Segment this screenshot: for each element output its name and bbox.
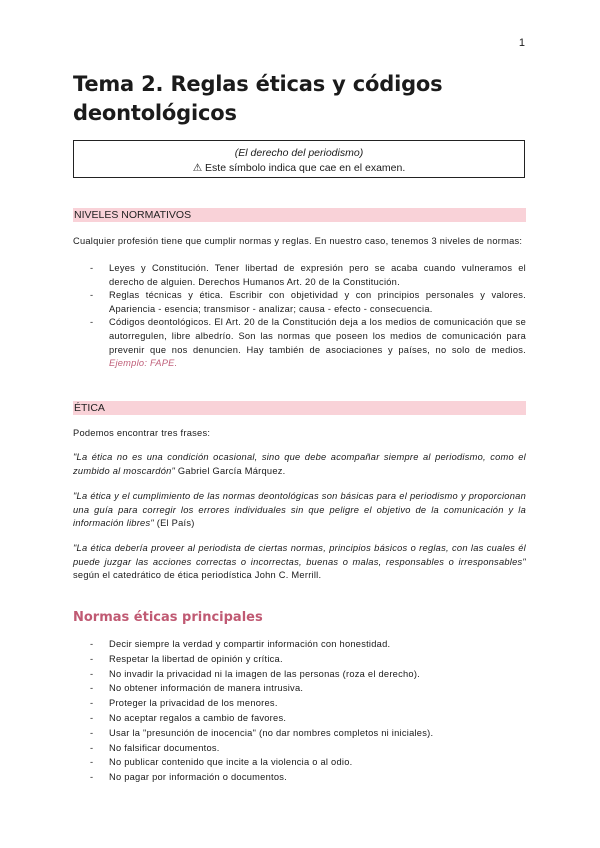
dash-bullet: - (90, 290, 94, 301)
notice-subtitle: (El derecho del periodismo) (234, 147, 364, 159)
quote-el-pais: "La ética y el cumplimiento de las normas deontológicas son básicas para el periodismo y proporcionan una guía para corregir los errores individuales sin que peligre el objetivo de la comunicación y la información libres" (El País) (73, 491, 526, 529)
list-item: - Leyes y Constitución. Tener libertad de expresión pero se acaba cuando vulneramos el derecho de alguien. Derechos Humanos Art. 20 de la Constitución. (90, 263, 526, 287)
list-item: - Usar la "presunción de inocencia" (no dar nombres completos ni iniciales). (90, 727, 434, 738)
list-item: - Respetar la libertad de opinión y crítica. (90, 653, 283, 664)
list-item: - No falsificar documentos. (90, 742, 220, 753)
list-item: - No obtener información de manera intrusiva. (90, 683, 304, 694)
norms-list (73, 637, 526, 785)
list-item: - No aceptar regalos a cambio de favores. (90, 712, 287, 723)
section1-intro: Cualquier profesión tiene que cumplir normas y reglas. En nuestro caso, tenemos 3 niveles de normas: (73, 236, 523, 246)
dash-bullet: - (90, 263, 94, 273)
section-heading-etica: ÉTICA (73, 401, 526, 415)
dash-bullet: - (90, 317, 94, 328)
notice-box (73, 140, 525, 178)
quote-merrill: "La ética debería proveer al periodista de ciertas normas, principios básicos o reglas, con las cuales él puede juzgar las acciones correctas o incorrectas, buenas o malas, responsables o irresponsables" según el catedrático de ética periodística John C. Merrill. (73, 543, 526, 581)
list-item: - Proteger la privacidad de los menores. (90, 698, 278, 709)
page-number: 1 (518, 37, 525, 49)
subheading-normas: Normas éticas principales (73, 610, 263, 625)
example-text: Ejemplo: FAPE. (109, 358, 178, 369)
page-title: Tema 2. Reglas éticas y códigos deontológicos (73, 72, 443, 125)
section1-list (73, 262, 526, 371)
list-item: - No invadir la privacidad ni la imagen de las personas (roza el derecho). (90, 668, 421, 679)
list-item: - Decir siempre la verdad y compartir información con honestidad. (90, 639, 391, 649)
section2-intro: Podemos encontrar tres frases: (73, 428, 211, 438)
list-item: - No pagar por información o documentos. (90, 772, 287, 783)
list-item: - Reglas técnicas y ética. Escribir con objetividad y con principios personales y valores. Apariencia - esencia; transmisor - analizar; causa - efecto - consecuencia. (90, 290, 526, 314)
list-item: - Códigos deontológicos. El Art. 20 de la Constitución deja a los medios de comunicación que se autorregulen, libre albedrío. Son las normas que poseen los medios de comunicación para prevenir que nos denuncien. Hay también de asociaciones y países, no solo de medios. Ejemplo: FAPE. (90, 317, 526, 369)
quote-garcia-marquez: "La ética no es una condición ocasional, sino que debe acompañar siempre al periodismo, como el zumbido al moscardón" Gabriel García Márquez. (73, 452, 526, 476)
list-item: - No publicar contenido que incite a la violencia o al odio. (90, 757, 353, 768)
section-heading-niveles: NIVELES NORMATIVOS (73, 208, 526, 222)
notice-warning: ⚠ Este símbolo indica que cae en el examen. (192, 162, 406, 174)
